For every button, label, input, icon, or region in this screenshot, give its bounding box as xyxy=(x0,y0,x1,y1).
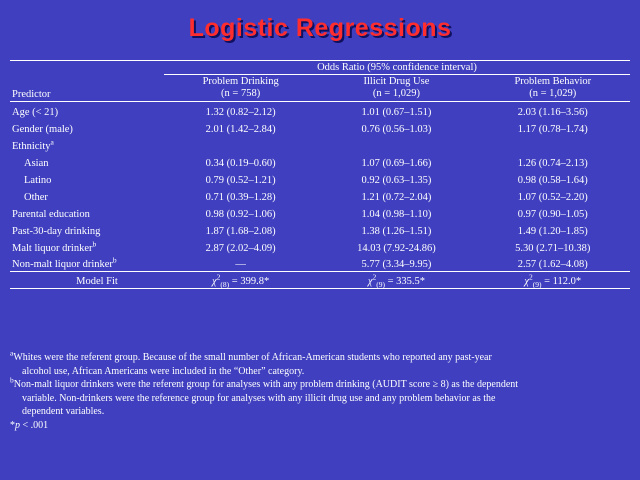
column-header-problem-drinking-name: Problem Drinking xyxy=(202,76,279,87)
results-table xyxy=(10,60,630,289)
footnote-b-line1: Non-malt liquor drinkers were the referent group for analyses with any problem drinking (AUDIT score ≥ 8) as the dependent xyxy=(13,379,519,390)
column-header-problem-drinking xyxy=(164,75,317,102)
page-title: Logistic Regressions xyxy=(188,14,452,42)
cell-asian-illicit-drug-use: 1.07 (0.69–1.66) xyxy=(361,157,432,169)
cell-gender-problem-behavior: 1.17 (0.78–1.74) xyxy=(517,123,588,135)
footnote-a-marker: a xyxy=(10,348,14,358)
footnote-a-line1: Whites were the referent group. Because of the small number of African-American students who reported any past-year xyxy=(13,352,492,363)
cell-past30-problem-drinking: 1.87 (1.68–2.08) xyxy=(205,225,276,237)
column-header-problem-behavior-n: (n = 1,029) xyxy=(529,88,577,100)
cell-model-fit-illicit-drug-use xyxy=(317,272,475,289)
footnote-marker-a: a xyxy=(50,137,54,147)
row-label-model-fit: Model Fit xyxy=(10,272,164,289)
results-table-container xyxy=(10,60,630,289)
cell-gender-illicit-drug-use: 0.76 (0.56–1.03) xyxy=(361,123,432,135)
table-row xyxy=(10,187,630,204)
cell-malt-problem-behavior: 5.30 (2.71–10.38) xyxy=(515,242,591,254)
row-label-gender: Gender (male) xyxy=(12,123,73,135)
row-label-malt-liquor-text: Malt liquor drinker xyxy=(12,242,93,254)
footnote-b-line2: variable. Non-drinkers were the reference group for analyses with any illicit drug use and any problem behavior as the xyxy=(22,392,496,404)
footnote-p-star: * xyxy=(10,419,15,431)
table-row xyxy=(10,153,630,170)
row-label-ethnicity xyxy=(10,136,164,153)
cell-asian-problem-drinking: 0.34 (0.19–0.60) xyxy=(205,157,276,169)
cell-nonmalt-problem-behavior: 2.57 (1.62–4.08) xyxy=(476,255,630,272)
cell-age-problem-drinking: 1.32 (0.82–2.12) xyxy=(164,102,317,119)
row-label-parental-education: Parental education xyxy=(12,208,90,220)
column-header-problem-behavior-name: Problem Behavior xyxy=(514,76,592,87)
chi-df: (8) xyxy=(220,280,230,290)
table-column-header-row xyxy=(10,75,630,102)
footnote-b-line3: dependent variables. xyxy=(22,406,105,417)
cell-parental-education-problem-drinking: 0.98 (0.92–1.06) xyxy=(205,208,276,220)
group-header-odds-ratio: Odds Ratio (95% confidence interval) xyxy=(164,61,630,75)
footnote-marker-b2: b xyxy=(112,255,117,265)
spacer-cell xyxy=(10,61,164,75)
column-header-illicit-drug-use-name: Illicit Drug Use xyxy=(363,76,430,87)
row-label-latino: Latino xyxy=(24,174,52,186)
cell-past30-problem-behavior: 1.49 (1.20–1.85) xyxy=(517,225,588,237)
row-label-other: Other xyxy=(24,191,48,203)
footnotes xyxy=(10,348,630,433)
row-label-asian: Asian xyxy=(24,157,49,169)
table-row xyxy=(10,170,630,187)
chi-exponent: 2 xyxy=(216,272,221,282)
footnote-b-line2-row xyxy=(10,393,630,406)
chi-symbol: χ xyxy=(367,276,373,288)
table-row-model-fit xyxy=(10,272,630,289)
cell-other-illicit-drug-use: 1.21 (0.72–2.04) xyxy=(361,191,432,203)
table-row xyxy=(10,221,630,238)
cell-nonmalt-problem-drinking: — xyxy=(164,255,317,272)
chi-df: (9) xyxy=(376,280,385,290)
column-header-predictor: Predictor xyxy=(12,89,51,101)
footnote-p-rest: < .001 xyxy=(20,419,49,431)
cell-nonmalt-illicit-drug-use: 5.77 (3.34–9.95) xyxy=(317,255,475,272)
table-row xyxy=(10,102,630,119)
row-label-malt-liquor-drinker xyxy=(10,238,164,255)
cell-asian-problem-behavior: 1.26 (0.74–2.13) xyxy=(517,157,588,169)
cell-malt-illicit-drug-use: 14.03 (7.92-24.86) xyxy=(357,242,436,254)
cell-latino-problem-drinking: 0.79 (0.52–1.21) xyxy=(205,174,276,186)
table-row xyxy=(10,238,630,255)
column-header-problem-behavior xyxy=(476,75,630,102)
cell-age-problem-behavior: 2.03 (1.16–3.56) xyxy=(476,102,630,119)
footnote-marker-b: b xyxy=(92,239,97,249)
table-row xyxy=(10,255,630,272)
chi-df: (9) xyxy=(532,280,542,290)
cell-model-fit-problem-drinking xyxy=(164,272,317,289)
chi-value: = 335.5* xyxy=(384,276,426,288)
footnote-a xyxy=(10,348,630,365)
footnote-a-line2: alcohol use, African Americans were included in the “Other” category. xyxy=(22,365,305,377)
cell-parental-education-problem-behavior: 0.97 (0.90–1.05) xyxy=(517,208,588,220)
cell-ethnicity-problem-drinking xyxy=(164,136,317,153)
chi-symbol: χ xyxy=(524,276,530,288)
chi-exponent: 2 xyxy=(372,272,377,282)
table-row xyxy=(10,204,630,221)
footnote-p-value xyxy=(10,420,630,433)
cell-model-fit-problem-behavior xyxy=(476,272,630,289)
chi-symbol: χ xyxy=(212,276,217,288)
footnote-p-italic: p xyxy=(15,419,20,431)
chi-value: = 112.0* xyxy=(541,276,582,288)
column-header-illicit-drug-use-n: (n = 1,029) xyxy=(372,88,420,100)
column-header-illicit-drug-use xyxy=(317,75,475,102)
chi-exponent: 2 xyxy=(529,272,533,282)
cell-ethnicity-problem-behavior xyxy=(476,136,630,153)
cell-other-problem-behavior: 1.07 (0.52–2.20) xyxy=(517,191,588,203)
cell-malt-problem-drinking: 2.87 (2.02–4.09) xyxy=(205,242,276,254)
row-label-non-malt-text: Non-malt liquor drinker xyxy=(12,259,113,271)
cell-age-illicit-drug-use: 1.01 (0.67–1.51) xyxy=(317,102,475,119)
row-label-non-malt-liquor-drinker xyxy=(10,255,164,272)
cell-gender-problem-drinking: 2.01 (1.42–2.84) xyxy=(205,123,276,135)
footnote-b-line3-row xyxy=(10,406,630,419)
table-group-header-row xyxy=(10,61,630,75)
chi-value: = 399.8* xyxy=(229,276,270,288)
cell-parental-education-illicit-drug-use: 1.04 (0.98–1.10) xyxy=(361,208,432,220)
table-row xyxy=(10,119,630,136)
cell-other-problem-drinking: 0.71 (0.39–1.28) xyxy=(205,191,276,203)
column-header-problem-drinking-n: (n = 758) xyxy=(221,88,261,100)
row-label-past-30-day-drinking: Past-30-day drinking xyxy=(12,225,101,237)
table-row xyxy=(10,136,630,153)
cell-latino-illicit-drug-use: 0.92 (0.63–1.35) xyxy=(361,174,432,186)
footnote-b xyxy=(10,375,630,392)
cell-past30-illicit-drug-use: 1.38 (1.26–1.51) xyxy=(361,225,432,237)
cell-ethnicity-illicit-drug-use xyxy=(317,136,475,153)
footnote-a-line2-row xyxy=(10,366,630,379)
row-label-ethnicity-text: Ethnicity xyxy=(12,140,51,152)
cell-latino-problem-behavior: 0.98 (0.58–1.64) xyxy=(517,174,588,186)
row-label-age: Age (< 21) xyxy=(10,102,164,119)
footnote-b-marker: b xyxy=(10,375,14,385)
